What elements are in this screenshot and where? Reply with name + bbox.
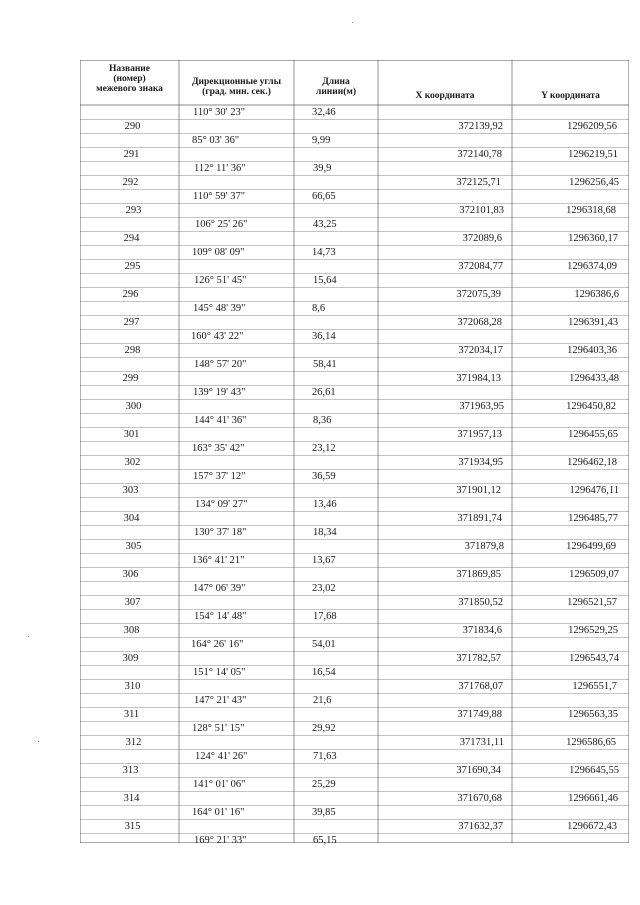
header-name-line: (номер) (113, 74, 146, 84)
boundary-mark-number: 303 (122, 485, 139, 496)
direction-angle: 144° 41' 36" (194, 415, 247, 426)
coordinate-table (80, 60, 629, 846)
line-length: 25,29 (312, 779, 336, 790)
scan-speck (28, 636, 29, 637)
direction-angle: 110° 30' 23" (193, 107, 245, 118)
boundary-mark-number: 310 (124, 681, 141, 692)
scan-speck (352, 22, 353, 23)
y-coordinate: 1296450,82 (566, 401, 616, 412)
direction-angle: 164° 01' 16" (192, 807, 245, 818)
y-coordinate: 1296256,45 (569, 177, 619, 188)
x-coordinate: 371749,88 (457, 709, 502, 720)
x-coordinate: 372034,17 (458, 345, 503, 356)
direction-angle: 163° 35' 42" (192, 443, 245, 454)
line-length: 23,02 (312, 583, 336, 594)
y-coordinate: 1296551,7 (572, 681, 617, 692)
header-name (80, 64, 179, 94)
x-coordinate: 371731,11 (459, 737, 504, 748)
direction-angle: 147° 21' 43" (194, 695, 247, 706)
y-coordinate: 1296521,57 (567, 597, 617, 608)
line-length: 36,59 (312, 471, 336, 482)
y-coordinate: 1296386,6 (574, 289, 619, 300)
x-coordinate: 371690,34 (456, 765, 501, 776)
line-length: 29,92 (312, 723, 336, 734)
line-length: 32,46 (312, 107, 336, 118)
line-length: 17,68 (313, 611, 337, 622)
boundary-mark-number: 297 (123, 317, 140, 328)
line-length: 13,67 (312, 555, 336, 566)
header-length-line: Длина (322, 77, 350, 87)
boundary-mark-number: 295 (124, 261, 141, 272)
direction-angle: 151° 14' 05" (193, 667, 246, 678)
header-y: Y координата (541, 91, 600, 101)
line-length: 54,01 (312, 639, 336, 650)
boundary-mark-number: 305 (125, 541, 142, 552)
line-length: 21,6 (313, 695, 332, 706)
direction-angle: 147° 06' 39" (193, 583, 246, 594)
y-coordinate: 1296563,35 (568, 709, 618, 720)
x-coordinate: 371632,37 (458, 821, 503, 832)
x-coordinate: 371901,12 (456, 485, 501, 496)
boundary-mark-number: 296 (122, 289, 139, 300)
x-coordinate: 371879,8 (464, 541, 504, 552)
boundary-mark-number: 302 (124, 457, 141, 468)
line-length: 43,25 (313, 219, 337, 230)
x-coordinate: 371782,57 (456, 653, 501, 664)
boundary-mark-number: 314 (123, 793, 140, 804)
direction-angle: 109° 08' 09" (192, 247, 245, 258)
line-length: 16,54 (312, 667, 336, 678)
header-angle (179, 77, 294, 97)
line-length: 15,64 (313, 275, 337, 286)
boundary-mark-number: 301 (123, 429, 140, 440)
line-length: 26,61 (312, 387, 336, 398)
x-coordinate: 371957,13 (457, 429, 502, 440)
y-coordinate: 1296485,77 (568, 513, 618, 524)
boundary-mark-number: 300 (125, 401, 142, 412)
direction-angle: 112° 11' 36" (194, 163, 246, 174)
line-length: 39,9 (313, 163, 332, 174)
direction-angle: 106° 25' 26" (195, 219, 248, 230)
direction-angle: 110° 59' 37" (193, 191, 245, 202)
header-length (294, 77, 378, 97)
line-length: 14,73 (312, 247, 336, 258)
direction-angle: 160° 43' 22" (191, 331, 244, 342)
boundary-mark-number: 292 (122, 177, 139, 188)
y-coordinate: 1296509,07 (569, 569, 619, 580)
line-length: 13,46 (313, 499, 337, 510)
scan-speck (472, 201, 473, 202)
boundary-mark-number: 290 (124, 121, 141, 132)
direction-angle: 136° 41' 21" (192, 555, 245, 566)
boundary-mark-number: 304 (123, 513, 140, 524)
scan-speck (38, 741, 39, 742)
y-coordinate: 1296586,65 (566, 737, 616, 748)
boundary-mark-number: 306 (122, 569, 139, 580)
line-length: 8,36 (313, 415, 332, 426)
line-length: 36,14 (312, 331, 336, 342)
line-length: 66,65 (312, 191, 336, 202)
boundary-mark-number: 311 (123, 709, 140, 720)
x-coordinate: 372125,71 (456, 177, 501, 188)
line-length: 23,12 (312, 443, 336, 454)
y-coordinate: 1296318,68 (566, 205, 616, 216)
y-coordinate: 1296209,56 (567, 121, 617, 132)
x-coordinate: 372084,77 (458, 261, 503, 272)
boundary-mark-number: 308 (123, 625, 140, 636)
direction-angle: 164° 26' 16" (191, 639, 244, 650)
x-coordinate: 372089,6 (462, 233, 502, 244)
y-coordinate: 1296433,48 (569, 373, 619, 384)
line-length: 8,6 (312, 303, 326, 314)
x-coordinate: 371963,95 (459, 401, 504, 412)
x-coordinate: 371891,74 (457, 513, 502, 524)
direction-angle: 139° 19' 43" (193, 387, 246, 398)
line-length: 9,99 (312, 135, 331, 146)
y-coordinate: 1296499,69 (566, 541, 616, 552)
direction-angle: 130° 37' 18" (194, 527, 247, 538)
direction-angle: 148° 57' 20" (194, 359, 247, 370)
x-coordinate: 371834,6 (462, 625, 502, 636)
direction-angle: 169° 21' 33" (194, 835, 247, 846)
direction-angle: 141° 01' 06" (193, 779, 246, 790)
line-length: 18,34 (313, 527, 337, 538)
y-coordinate: 1296391,43 (568, 317, 618, 328)
boundary-mark-number: 299 (122, 373, 139, 384)
header-name-line: межевого знака (96, 84, 163, 94)
y-coordinate: 1296661,46 (568, 793, 618, 804)
line-length: 58,41 (313, 359, 337, 370)
boundary-mark-number: 315 (124, 821, 141, 832)
y-coordinate: 1296374,09 (567, 261, 617, 272)
boundary-mark-number: 294 (123, 233, 140, 244)
header-name-line: Название (108, 64, 150, 74)
y-coordinate: 1296462,18 (567, 457, 617, 468)
y-coordinate: 1296645,55 (569, 765, 619, 776)
y-coordinate: 1296403,36 (567, 345, 617, 356)
direction-angle: 145° 48' 39" (193, 303, 246, 314)
y-coordinate: 1296543,74 (569, 653, 619, 664)
header-angle-line: Дирекционные углы (192, 77, 281, 87)
boundary-mark-number: 313 (122, 765, 139, 776)
direction-angle: 85° 03' 36" (192, 135, 240, 146)
y-coordinate: 1296360,17 (568, 233, 618, 244)
line-length: 71,63 (313, 751, 337, 762)
boundary-mark-number: 291 (123, 149, 140, 160)
y-coordinate: 1296476,11 (569, 485, 619, 496)
x-coordinate: 372140,78 (457, 149, 502, 160)
x-coordinate: 371768,07 (458, 681, 503, 692)
boundary-mark-number: 307 (124, 597, 141, 608)
y-coordinate: 1296455,65 (568, 429, 618, 440)
x-coordinate: 372139,92 (458, 121, 503, 132)
direction-angle: 126° 51' 45" (194, 275, 247, 286)
x-coordinate: 371670,68 (457, 793, 502, 804)
direction-angle: 134° 09' 27" (195, 499, 248, 510)
x-coordinate: 372101,83 (459, 205, 504, 216)
x-coordinate: 372068,28 (457, 317, 502, 328)
boundary-mark-number: 312 (125, 737, 142, 748)
direction-angle: 154° 14' 48" (194, 611, 247, 622)
header-x: X координата (415, 91, 475, 101)
boundary-mark-number: 293 (125, 205, 142, 216)
header-length-line: линии(м) (315, 87, 357, 97)
x-coordinate: 372075,39 (456, 289, 501, 300)
x-coordinate: 371934,95 (458, 457, 503, 468)
x-coordinate: 371984,13 (456, 373, 501, 384)
y-coordinate: 1296529,25 (568, 625, 618, 636)
x-coordinate: 371850,52 (458, 597, 503, 608)
boundary-mark-number: 309 (122, 653, 139, 664)
direction-angle: 157° 37' 12" (193, 471, 246, 482)
y-coordinate: 1296672,43 (567, 821, 617, 832)
direction-angle: 128° 51' 15" (192, 723, 245, 734)
x-coordinate: 371869,85 (456, 569, 501, 580)
line-length: 39,85 (312, 807, 336, 818)
header-angle-line: (град. мин. сек.) (202, 87, 271, 97)
boundary-mark-number: 298 (124, 345, 141, 356)
direction-angle: 124° 41' 26" (195, 751, 248, 762)
line-length: 65,15 (313, 835, 337, 846)
y-coordinate: 1296219,51 (568, 149, 618, 160)
